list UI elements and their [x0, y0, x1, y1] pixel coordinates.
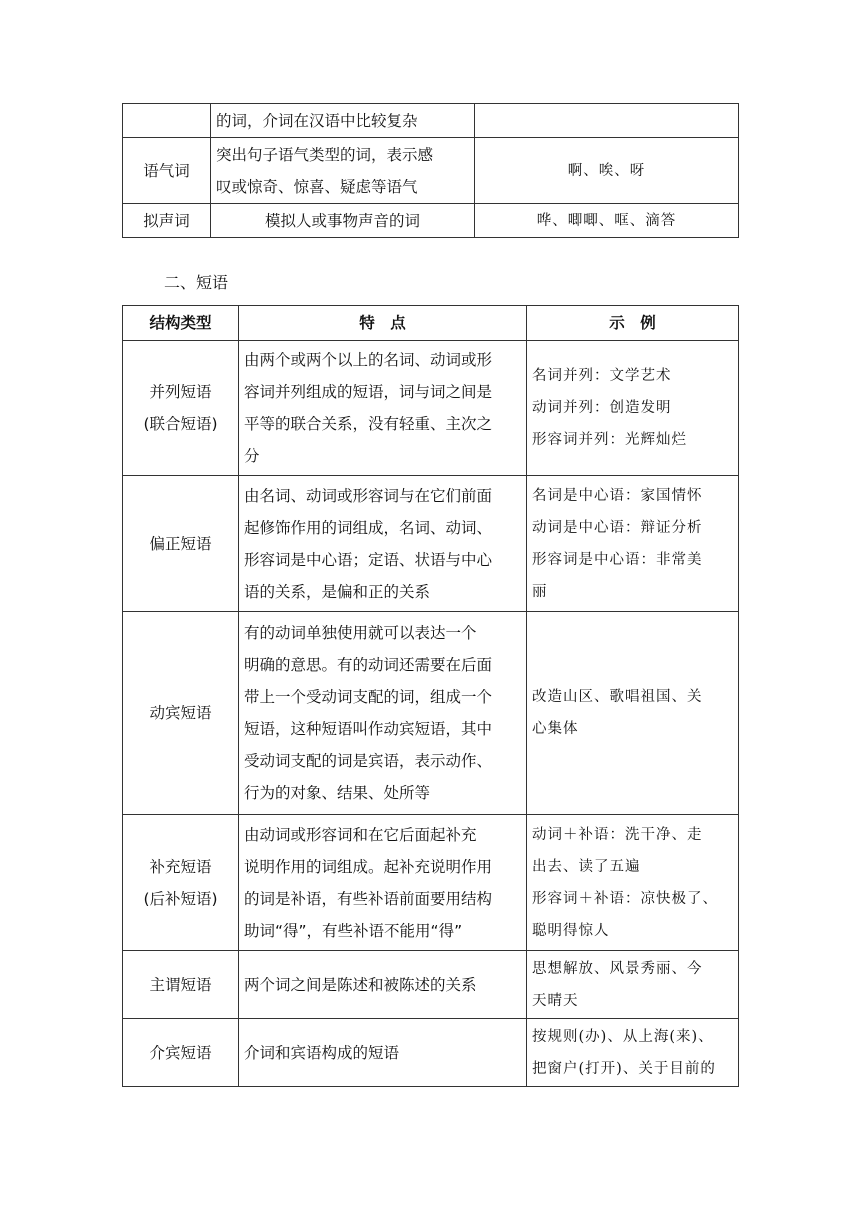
- phrase-table: [122, 305, 739, 1087]
- phrase-type: 补充短语 (后补短语): [123, 815, 239, 951]
- word-class-name: 语气词: [123, 138, 211, 204]
- phrase-example: 动词＋补语：洗干净、走 出去、读了五遍 形容词＋补语：凉快极了、 聪明得惊人: [527, 815, 739, 951]
- phrase-example: 名词并列：文学艺术 动词并列：创造发明 形容词并列：光辉灿烂: [527, 341, 739, 476]
- phrase-type: 并列短语 (联合短语): [123, 341, 239, 476]
- word-class-example: [475, 104, 739, 138]
- phrase-example: 名词是中心语：家国情怀 动词是中心语：辩证分析 形容词是中心语：非常美 丽: [527, 476, 739, 612]
- word-class-desc: 突出句子语气类型的词，表示感 叹或惊奇、惊喜、疑虑等语气: [211, 138, 475, 204]
- word-class-desc: 的词，介词在汉语中比较复杂: [211, 104, 475, 138]
- phrase-feature: 由两个或两个以上的名词、动词或形 容词并列组成的短语，词与词之间是 平等的联合关系，没有轻重、主次之 分: [239, 341, 527, 476]
- phrase-feature: 由名词、动词或形容词与在它们前面 起修饰作用的词组成，名词、动词、 形容词是中心语；定语、状语与中心 语的关系，是偏和正的关系: [239, 476, 527, 612]
- header-type: 结构类型: [123, 306, 239, 341]
- phrase-example: 改造山区、歌唱祖国、关 心集体: [527, 612, 739, 815]
- phrase-feature: 有的动词单独使用就可以表达一个 明确的意思。有的动词还需要在后面 带上一个受动词支配的词，组成一个 短语，这种短语叫作动宾短语，其中 受动词支配的词是宾语，表示动作、 行为的对象、结果、处所等: [239, 612, 527, 815]
- word-class-name: [123, 104, 211, 138]
- header-example: 示 例: [527, 306, 739, 341]
- table-row: [123, 204, 739, 238]
- word-class-name: 拟声词: [123, 204, 211, 238]
- table-row: [123, 815, 739, 951]
- phrase-feature: 由动词或形容词和在它后面起补充 说明作用的词组成。起补充说明作用 的词是补语，有些补语前面要用结构 助词“得”，有些补语不能用“得”: [239, 815, 527, 951]
- table-row: [123, 138, 739, 204]
- phrase-feature: 介词和宾语构成的短语: [239, 1019, 527, 1087]
- table-row: [123, 104, 739, 138]
- table-header-row: [123, 306, 739, 341]
- table-row: [123, 476, 739, 612]
- phrase-type: 动宾短语: [123, 612, 239, 815]
- table-row: [123, 341, 739, 476]
- phrase-type: 偏正短语: [123, 476, 239, 612]
- header-feature: 特 点: [239, 306, 527, 341]
- phrase-feature: 两个词之间是陈述和被陈述的关系: [239, 951, 527, 1019]
- word-class-example: 啊、唉、呀: [475, 138, 739, 204]
- phrase-type: 主谓短语: [123, 951, 239, 1019]
- table-row: [123, 1019, 739, 1087]
- phrase-example: 思想解放、风景秀丽、今 天晴天: [527, 951, 739, 1019]
- section-heading: 二、短语: [164, 273, 229, 292]
- table-row: [123, 951, 739, 1019]
- phrase-example: 按规则(办)、从上海(来)、 把窗户(打开)、关于目前的: [527, 1019, 739, 1087]
- word-class-desc: 模拟人或事物声音的词: [211, 204, 475, 238]
- word-class-example: 哗、唧唧、哐、滴答: [475, 204, 739, 238]
- word-class-table: [122, 103, 739, 238]
- table-row: [123, 612, 739, 815]
- phrase-type: 介宾短语: [123, 1019, 239, 1087]
